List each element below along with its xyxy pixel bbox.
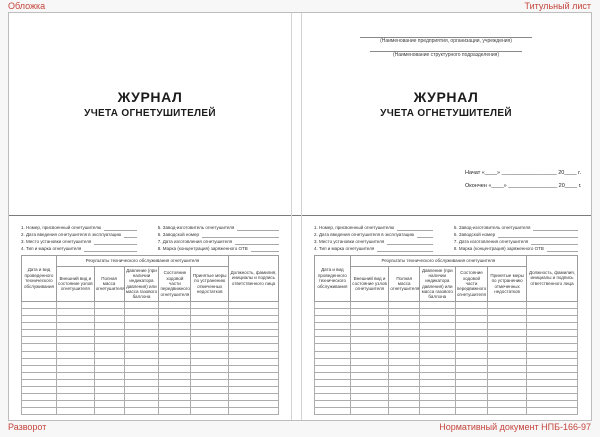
info-item xyxy=(21,232,137,238)
fill-in-line xyxy=(533,225,578,231)
empty-table-row xyxy=(315,358,578,365)
annotation-normative-document-label: Нормативный документ НПБ-166-97 xyxy=(439,422,591,432)
empty-table-row xyxy=(315,365,578,372)
empty-table-row xyxy=(22,372,279,379)
info-item xyxy=(454,246,578,252)
info-item-label: 7. Дата изготовления огнетушителя xyxy=(157,239,232,244)
dept-name-caption: (Наименование структурного подразделения) xyxy=(392,52,500,58)
extinguisher-info-items xyxy=(21,225,279,252)
maintenance-table-body xyxy=(315,301,578,415)
info-item-label: 5. Завод-изготовитель огнетушителя xyxy=(157,225,235,230)
info-item xyxy=(158,246,279,252)
empty-table-row xyxy=(22,351,279,358)
col-header-appearance: Внешний вид и состояние узлов огнетушителя xyxy=(350,266,389,301)
info-item xyxy=(454,239,578,245)
journal-started-line: Начат «____» __________________ 20____ г. xyxy=(465,170,581,176)
fill-in-line xyxy=(94,239,137,245)
col-header-signature: Должность, фамилия, инициалы и подпись ответственного лица xyxy=(526,255,577,301)
fill-in-line xyxy=(235,239,279,245)
empty-table-row xyxy=(22,337,279,344)
empty-table-row xyxy=(315,323,578,330)
empty-table-row xyxy=(22,308,279,315)
empty-table-row xyxy=(315,301,578,308)
fill-in-line xyxy=(417,232,433,238)
empty-table-row xyxy=(22,379,279,386)
empty-table-row xyxy=(22,344,279,351)
empty-table-row xyxy=(22,323,279,330)
empty-table-row xyxy=(22,394,279,401)
fill-in-line xyxy=(251,246,279,252)
info-item xyxy=(158,225,279,231)
annotation-cover-label: Обложка xyxy=(8,1,46,11)
cover-page xyxy=(9,13,291,215)
extinguisher-info-items xyxy=(314,225,578,252)
info-item-label: 2. Дата введения огнетушителя в эксплуатацию xyxy=(21,232,122,237)
col-header-measures: Принятые меры по устранению отмеченных недостатков xyxy=(488,266,527,301)
journal-finished-line: Окончен «____» ________________ 20____ г. xyxy=(465,183,582,189)
info-item-label: 1. Номер, присвоенный огнетушителю xyxy=(21,225,102,230)
title-page-title: ЖУРНАЛ xyxy=(413,89,479,105)
cover-title: ЖУРНАЛ xyxy=(117,89,183,105)
info-item xyxy=(314,239,433,245)
info-item xyxy=(454,232,578,238)
empty-table-row xyxy=(315,408,578,415)
col-header-pressure: Давление (при наличии индикатора давления) или масса газового баллона xyxy=(125,267,158,300)
maintenance-table xyxy=(21,255,279,416)
col-header-signature: Должность, фамилия, инициалы и подпись ответственного лица xyxy=(229,255,279,301)
fill-in-line xyxy=(498,232,578,238)
info-item xyxy=(314,232,433,238)
empty-table-row xyxy=(315,379,578,386)
spread-left-page xyxy=(9,216,291,420)
title-page-subtitle: УЧЕТА ОГНЕТУШИТЕЛЕЙ xyxy=(380,108,512,119)
empty-table-row xyxy=(22,365,279,372)
col-header-measures: Принятые меры по устранению отмеченных недостатков xyxy=(191,266,229,301)
empty-table-row xyxy=(315,351,578,358)
empty-table-row xyxy=(22,358,279,365)
maintenance-table-body xyxy=(22,301,279,415)
empty-table-row xyxy=(315,316,578,323)
info-item-label: 3. Место установки огнетушителя xyxy=(314,239,385,244)
fill-in-line xyxy=(104,225,137,231)
col-header-date-type: Дата и вид проведенного технического обслуживания xyxy=(315,255,351,301)
empty-table-row xyxy=(22,316,279,323)
empty-table-row xyxy=(22,408,279,415)
empty-table-row xyxy=(22,386,279,393)
col-header-chassis: Состояние ходовой части передвижного огнетушителя xyxy=(455,266,488,301)
info-item-label: 7. Дата изготовления огнетушителя xyxy=(453,239,529,244)
info-item-label: 4. Тип и марка огнетушителя xyxy=(21,246,82,251)
spread-right-page xyxy=(302,216,590,420)
fill-in-line xyxy=(202,232,279,238)
col-header-mass: Полная масса огнетушителя xyxy=(389,266,420,301)
info-item-label: 8. Марка (концентрация) заряженного ОТВ xyxy=(453,246,544,251)
info-item xyxy=(158,232,279,238)
empty-table-row xyxy=(315,372,578,379)
info-item xyxy=(314,246,433,252)
empty-table-row xyxy=(315,401,578,408)
journal-sheet xyxy=(8,12,592,421)
empty-table-row xyxy=(22,330,279,337)
empty-table-row xyxy=(315,330,578,337)
fill-in-line xyxy=(387,239,433,245)
info-item-label: 3. Место установки огнетушителя xyxy=(21,239,92,244)
info-item xyxy=(21,246,137,252)
empty-table-row xyxy=(315,386,578,393)
empty-table-row xyxy=(22,301,279,308)
info-item-label: 5. Завод-изготовитель огнетушителя xyxy=(453,225,531,230)
info-item xyxy=(158,239,279,245)
col-header-chassis: Состояние ходовой части передвижного огнетушителя xyxy=(159,266,191,301)
empty-table-row xyxy=(315,344,578,351)
fill-in-line xyxy=(397,225,433,231)
info-item-label: 1. Номер, присвоенный огнетушителю xyxy=(314,225,395,230)
info-item xyxy=(314,225,433,231)
info-item-label: 4. Тип и марка огнетушителя xyxy=(314,246,375,251)
info-item-label: 8. Марка (концентрация) заряженного ОТВ xyxy=(157,246,248,251)
col-header-date-type: Дата и вид проведенного технического обслуживания xyxy=(22,255,57,301)
col-group-header-results: Результаты технического обслуживания огнетушителя xyxy=(350,255,526,266)
info-item xyxy=(21,225,137,231)
fill-in-line xyxy=(377,246,432,252)
col-header-mass: Полная масса огнетушителя xyxy=(94,266,124,301)
fill-in-line xyxy=(547,246,578,252)
fill-in-line xyxy=(84,246,137,252)
empty-table-row xyxy=(315,308,578,315)
org-name-caption: (Наименование предприятия, организации, учреждения) xyxy=(380,38,512,44)
fold-gutter-line-left xyxy=(291,13,292,420)
fill-in-line xyxy=(124,232,137,238)
annotation-title-page-label: Титульный лист xyxy=(524,1,591,11)
fill-in-line xyxy=(237,225,279,231)
empty-table-row xyxy=(22,401,279,408)
annotation-spread-label: Разворот xyxy=(8,422,47,432)
col-group-header-results: Результаты технического обслуживания огнетушителя xyxy=(56,255,228,266)
info-item-label: 6. Заводской номер xyxy=(157,232,199,237)
info-item xyxy=(21,239,137,245)
cover-subtitle: УЧЕТА ОГНЕТУШИТЕЛЕЙ xyxy=(84,108,216,119)
maintenance-table xyxy=(314,255,578,416)
title-page xyxy=(302,13,590,215)
info-item-label: 2. Дата введения огнетушителя в эксплуатацию xyxy=(314,232,415,237)
info-item-label: 6. Заводской номер xyxy=(453,232,496,237)
info-item xyxy=(454,225,578,231)
empty-table-row xyxy=(315,337,578,344)
empty-table-row xyxy=(315,394,578,401)
fill-in-line xyxy=(531,239,578,245)
col-header-pressure: Давление (при наличии индикатора давления) или масса газового баллона xyxy=(419,266,455,301)
col-header-appearance: Внешний вид и состояние узлов огнетушителя xyxy=(56,266,94,301)
